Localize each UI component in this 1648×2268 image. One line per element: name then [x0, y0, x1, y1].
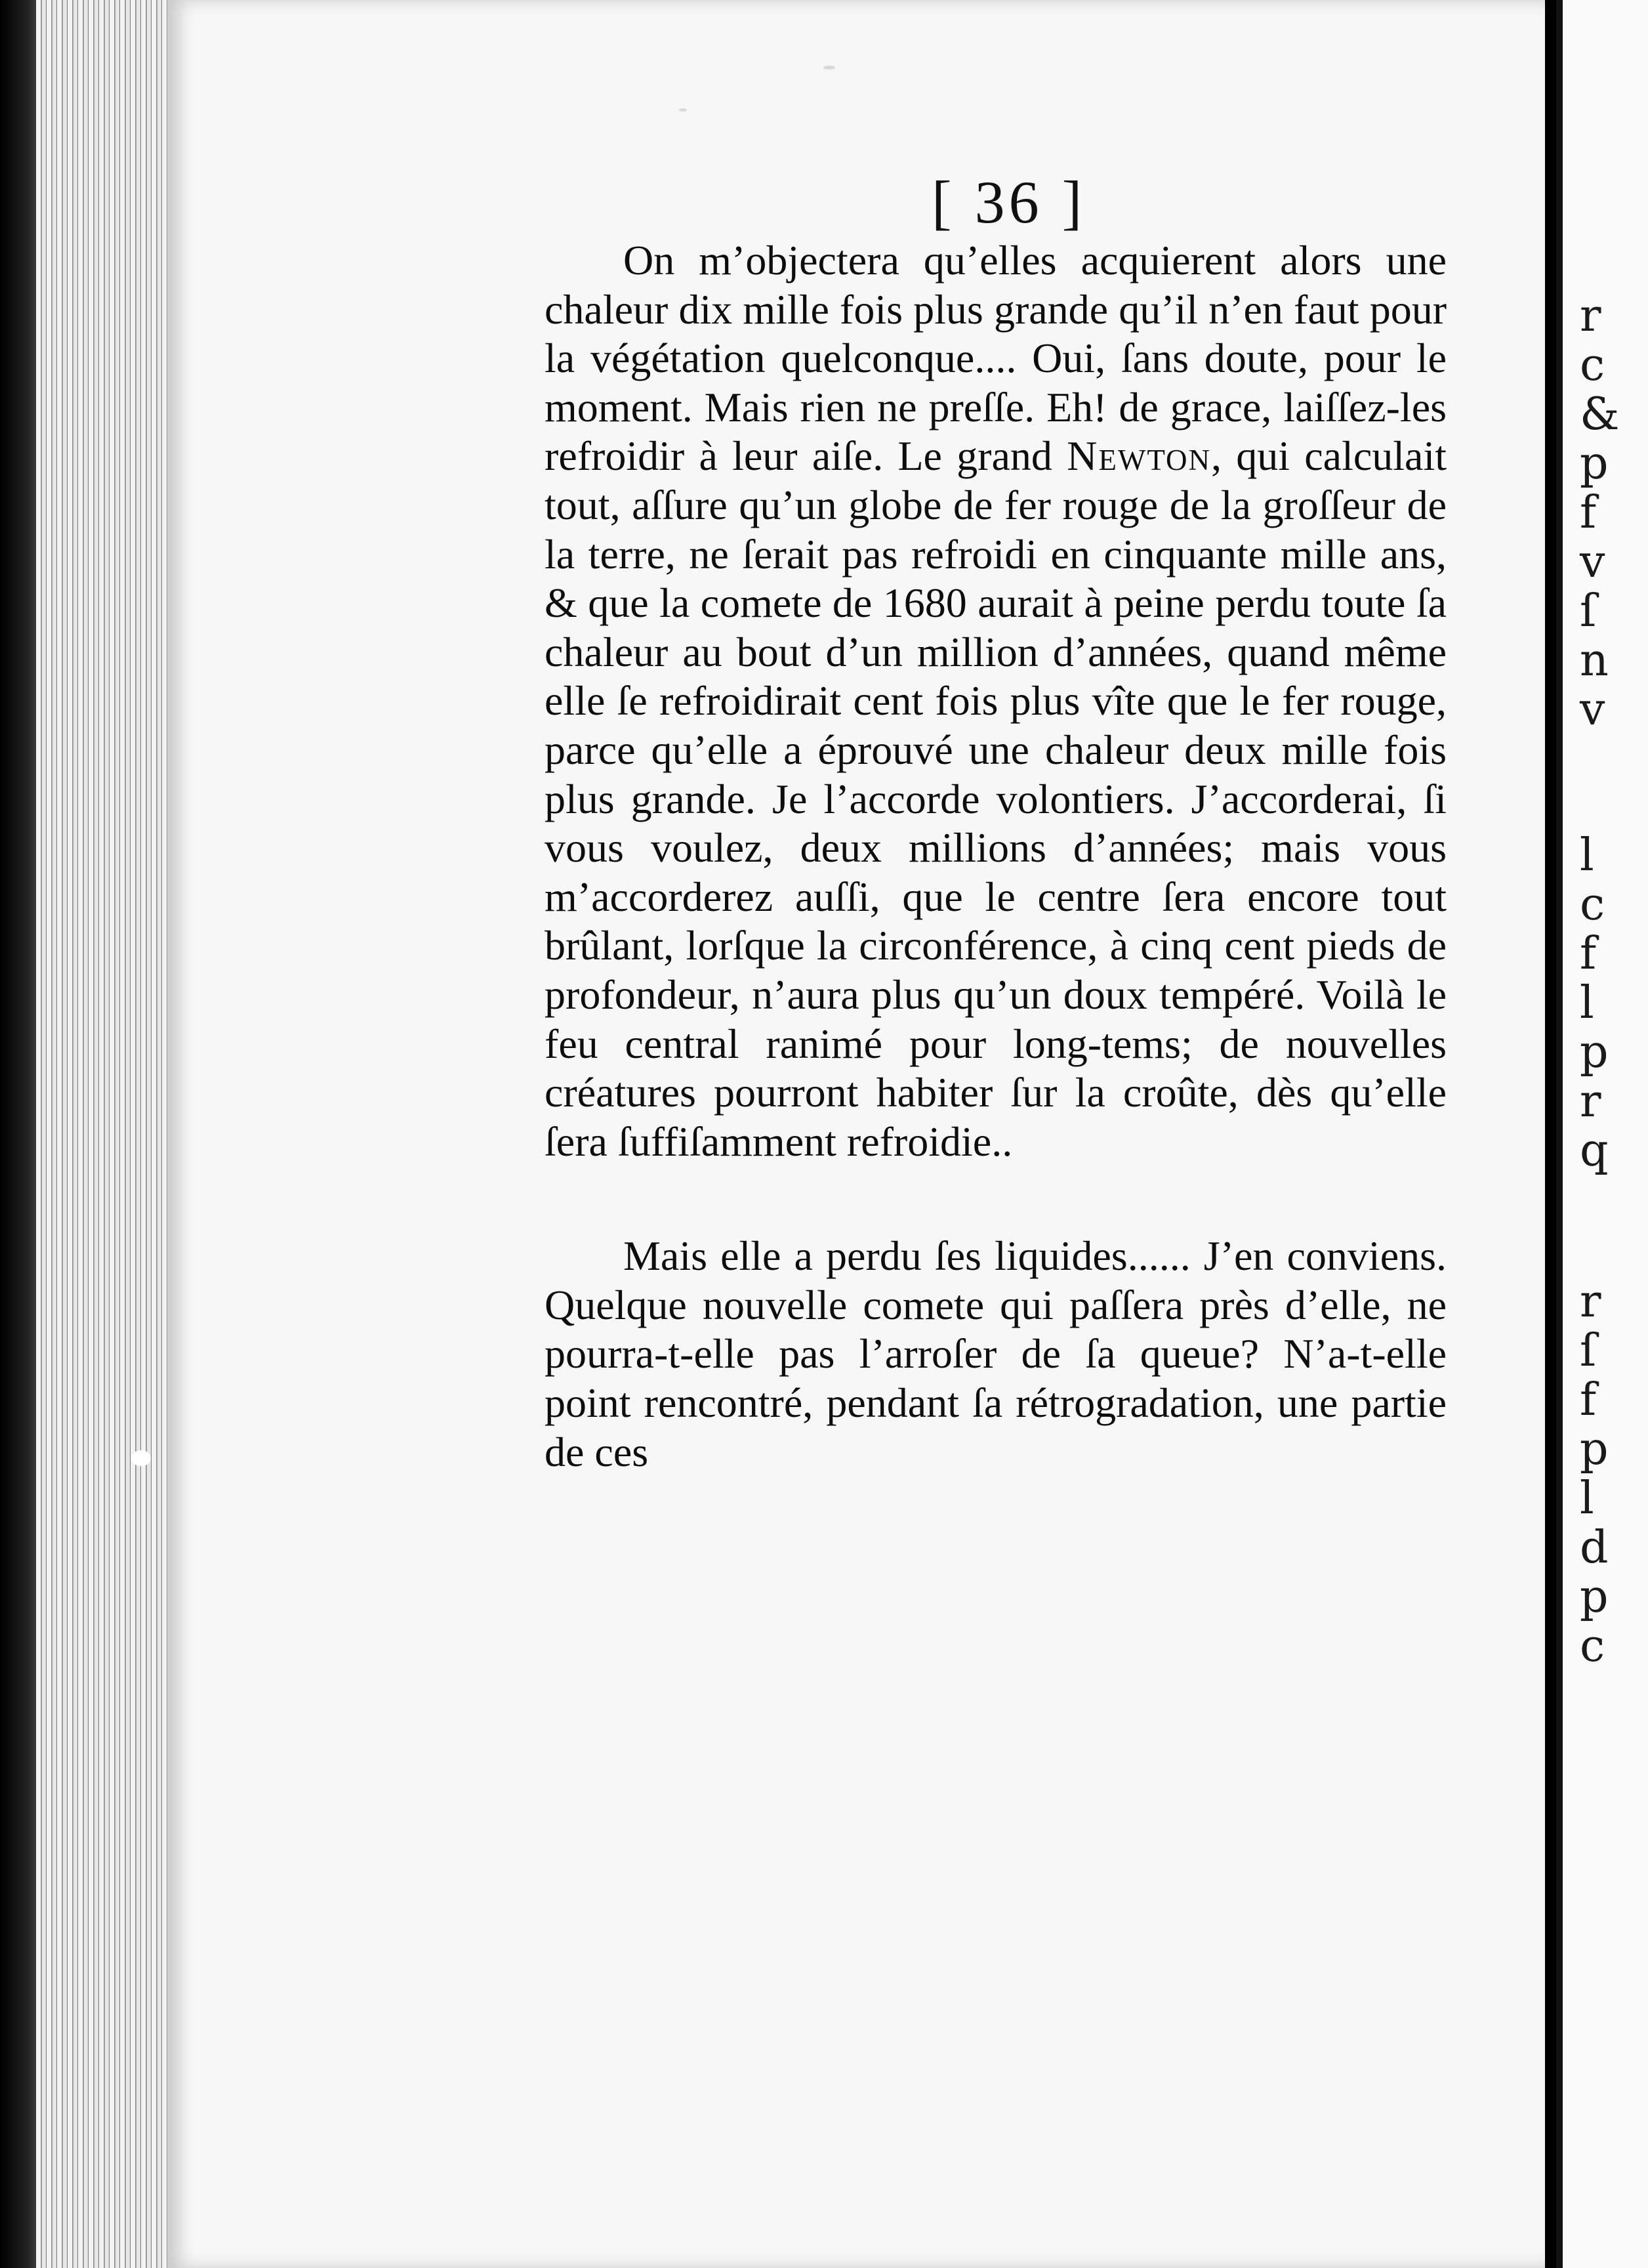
- facing-page-fragment: r: [1580, 1276, 1601, 1328]
- proper-name: Newton: [1067, 432, 1211, 480]
- facing-page-fragment: d: [1580, 1522, 1609, 1574]
- facing-page-fragment: p: [1580, 1571, 1609, 1623]
- facing-page-fragment: l: [1580, 830, 1594, 881]
- facing-page-fragment: f: [1580, 928, 1597, 980]
- body-text: [545, 236, 1447, 1477]
- facing-page-fragment: ſ: [1580, 585, 1597, 637]
- facing-page-fragment: &: [1580, 388, 1620, 440]
- facing-page-fragment: c: [1580, 1620, 1605, 1672]
- facing-page-fragment: p: [1580, 1026, 1609, 1078]
- facing-page-fragment: f: [1580, 487, 1597, 539]
- facing-page-fragment: l: [1580, 977, 1594, 1029]
- paragraph: [545, 236, 1447, 1166]
- paper-speck: [823, 66, 835, 70]
- paper-speck: [131, 1450, 151, 1466]
- facing-page-fragment: q: [1580, 1125, 1609, 1177]
- facing-page-fragment: l: [1580, 1473, 1594, 1524]
- facing-page-fragment: r: [1580, 290, 1601, 342]
- facing-page-fragment: ſ: [1580, 1325, 1597, 1377]
- facing-page-fragment: p: [1580, 438, 1609, 490]
- paragraph-text: On m’objectera qu’elles acquierent alors une chaleur dix mille fois plus grande qu’il n’en faut pour la végétation quelconque.... Oui, ſans doute, pour le moment. Mais rien ne preſſe. Eh! de grace, laiſſez-les refroidir à leur aiſe. Le grand: [545, 237, 1447, 480]
- facing-page-fragment: p: [1580, 1423, 1609, 1475]
- paper-speck: [679, 108, 687, 112]
- facing-page-fragment: f: [1580, 1374, 1597, 1426]
- facing-page-fragment: c: [1580, 339, 1605, 391]
- facing-page: [1556, 0, 1648, 2268]
- facing-page-fragment: r: [1580, 1076, 1601, 1127]
- paragraph-text: , qui calculait tout, aſſure qu’un globe de fer rouge de la groſſeur de la terre, ne ſerait pas refroidi en cinquante mille ans, & que la comete de 1680 aurait à peine perdu toute ſa chaleur au bout d’un million d’années, quand même elle ſe refroidirait cent fois plus vîte que le fer rouge, parce qu’elle a éprouvé une chaleur deux mille fois plus grande. Je l’accorde volontiers. J’accorderai, ſi vous voulez, deux millions d’années; mais vous m’accorderez auſſi, que le centre ſera encore tout brûlant, lorſque la circonférence, à cinq cent pieds de profondeur, n’aura plus qu’un doux tempéré. Voilà le feu central ranimé pour long-tems; de nouvelles créatures pourront habiter ſur la croûte, dès qu’elle ſera ſuffiſamment refroidie..: [545, 432, 1447, 1165]
- facing-page-fragment: v: [1580, 684, 1605, 736]
- facing-page-fragment: n: [1580, 635, 1609, 686]
- paragraph: Mais elle a perdu ſes liquides...... J’en conviens. Quelque nouvelle comete qui paſſera près d’elle, ne pourra-t-elle pas l’arroſer de ſa queue? N’a-t-elle point rencontré, pendant ſa rétrogradation, une partie de ces: [545, 1232, 1447, 1475]
- facing-page-fragment: v: [1580, 536, 1605, 588]
- page-edges: [36, 0, 187, 2268]
- page-number: [ 36 ]: [932, 169, 1086, 236]
- facing-page-fragment: c: [1580, 879, 1605, 931]
